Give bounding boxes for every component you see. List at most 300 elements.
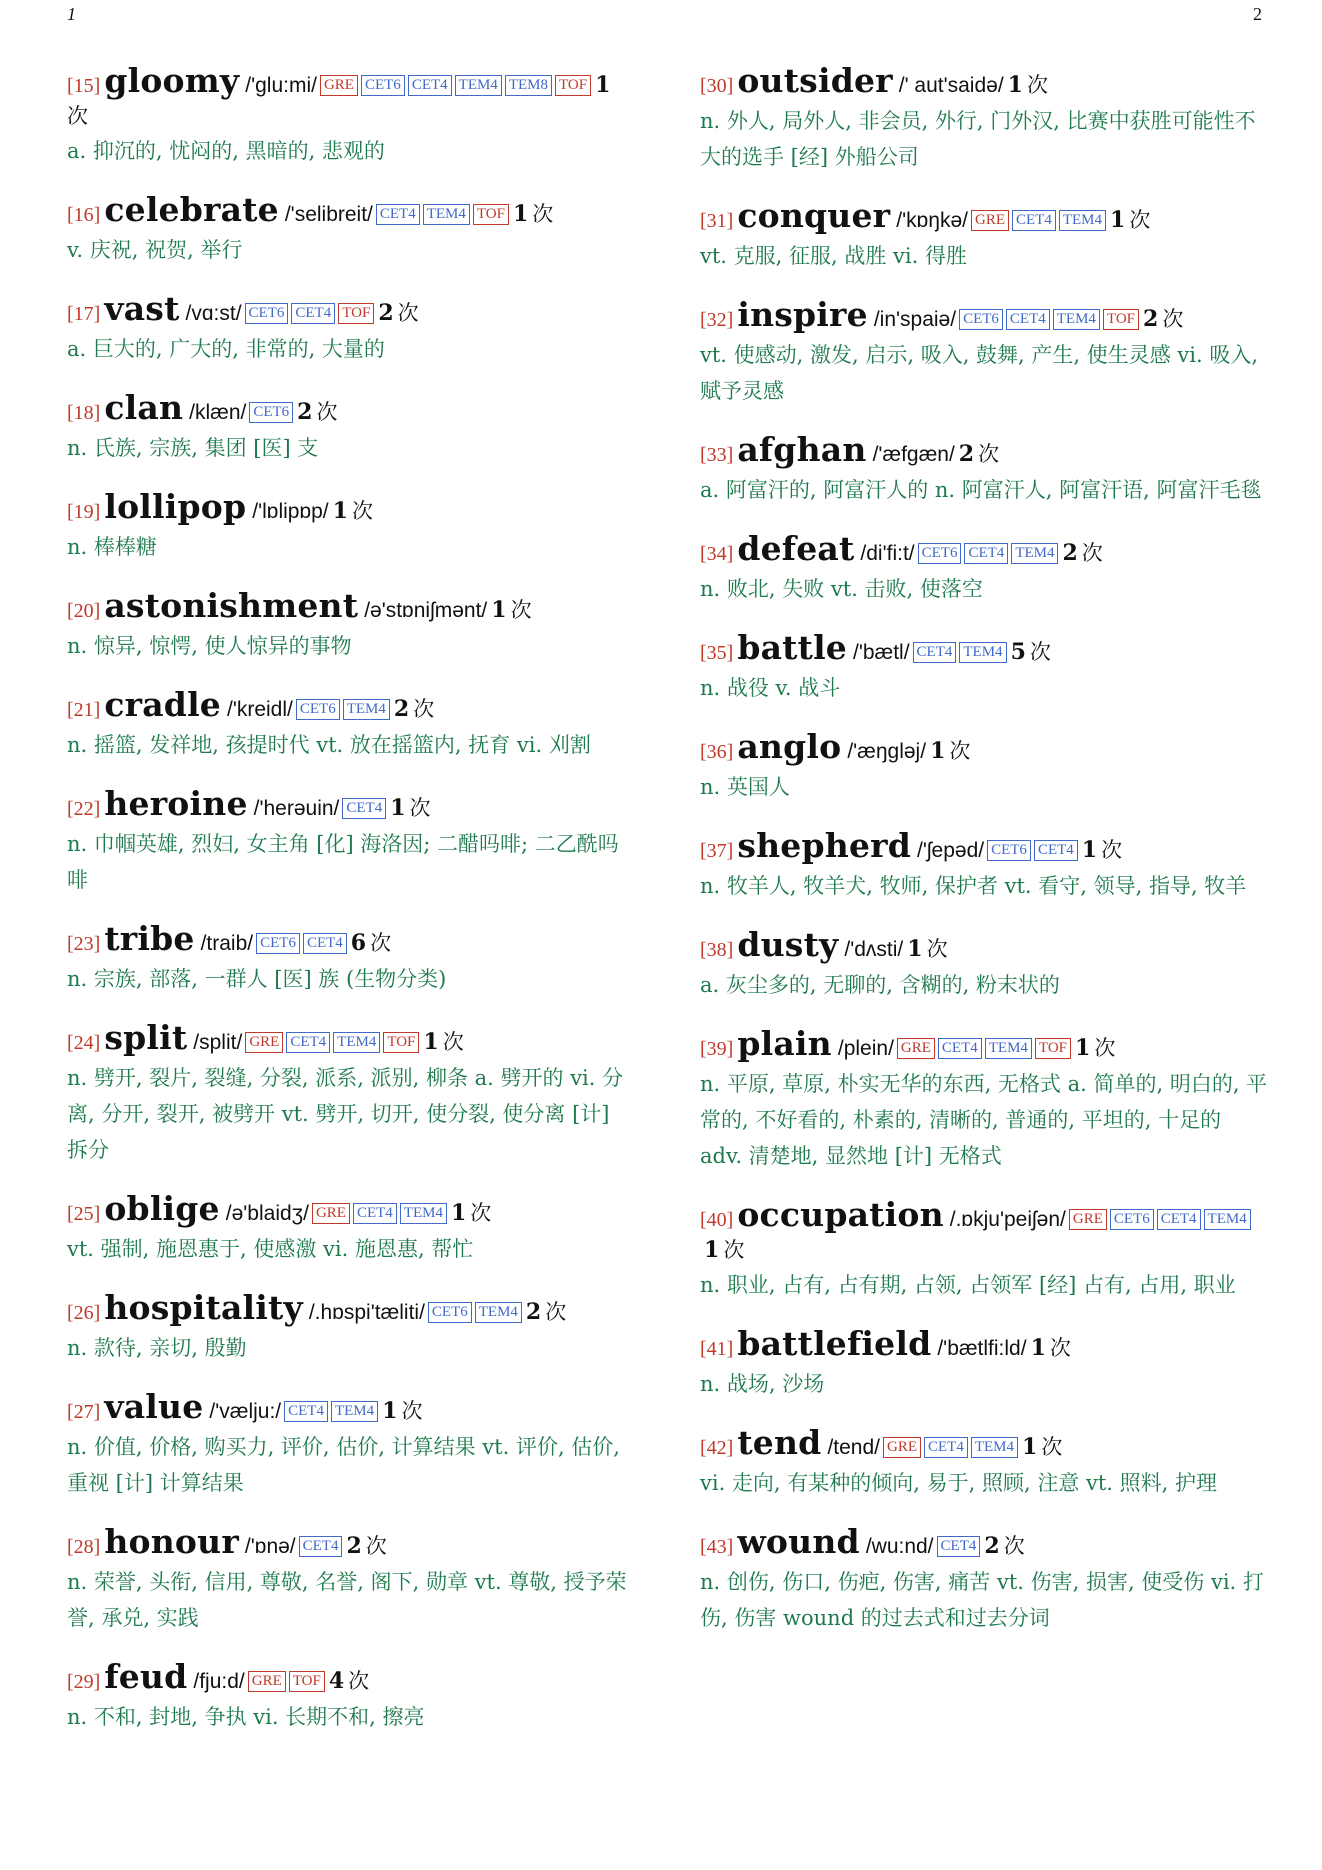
occurrence-count-number: 6 — [350, 930, 367, 956]
phonetic: /in'spaiə/ — [873, 308, 957, 331]
occurrence-count-unit: 次 — [926, 937, 948, 961]
definition: v. 庆祝, 祝贺, 举行 — [67, 238, 243, 262]
headword: lollipop — [104, 487, 247, 526]
phonetic: /'glu:mi/ — [245, 74, 317, 97]
page-number-left: 1 — [67, 4, 76, 24]
entry-index: [27] — [67, 1401, 101, 1423]
definition: n. 职业, 占有, 占有期, 占领, 占领军 [经] 占有, 占用, 职业 — [700, 1273, 1236, 1297]
definition: vt. 克服, 征服, 战胜 vi. 得胜 — [700, 244, 967, 268]
entry-index: [33] — [700, 444, 734, 466]
occurrence-count-number: 1 — [390, 795, 406, 821]
headword: dusty — [737, 925, 839, 964]
exam-tag-gre: GRE — [248, 1671, 286, 1692]
entry-index: [37] — [700, 840, 734, 862]
occurrence-count-number: 2 — [1143, 306, 1159, 332]
entry-headline — [700, 430, 1268, 470]
entry-index: [30] — [700, 75, 734, 97]
definition: n. 摇篮, 发祥地, 孩提时代 vt. 放在摇篮内, 抚育 vi. 刈割 — [67, 733, 591, 757]
occurrence-count — [907, 937, 947, 961]
entry-headline — [700, 1522, 1268, 1562]
entry-headline — [700, 1324, 1268, 1364]
headword: celebrate — [104, 190, 279, 229]
headword: wound — [737, 1522, 860, 1561]
phonetic: /'æfgæn/ — [872, 443, 955, 466]
occurrence-count-unit: 次 — [365, 1534, 387, 1558]
phonetic: /klæn/ — [189, 401, 247, 424]
dictionary-entry — [700, 925, 1268, 1003]
entry-index: [23] — [67, 933, 101, 955]
dictionary-entry — [700, 1024, 1268, 1174]
phonetic: /tend/ — [827, 1436, 880, 1459]
occurrence-count-unit: 次 — [470, 1201, 492, 1225]
exam-tag-gre: GRE — [320, 75, 358, 96]
entry-index: [22] — [67, 798, 101, 820]
exam-tag-tem4: TEM4 — [331, 1401, 378, 1422]
exam-tag-gre: GRE — [1069, 1209, 1107, 1230]
phonetic: /'herəuin/ — [253, 797, 340, 820]
headword: tend — [737, 1423, 822, 1462]
occurrence-count-unit: 次 — [370, 931, 392, 955]
entry-index: [15] — [67, 75, 101, 97]
exam-tag-cet6: CET6 — [428, 1302, 472, 1323]
occurrence-count-number: 1 — [595, 72, 611, 98]
headword: hospitality — [104, 1288, 303, 1327]
occurrence-count — [1011, 640, 1051, 664]
occurrence-count — [491, 598, 531, 622]
occurrence-count-number: 1 — [1081, 837, 1098, 863]
occurrence-count-number: 1 — [332, 498, 348, 524]
occurrence-count — [526, 1300, 566, 1324]
exam-tag-tof: TOF — [1035, 1038, 1071, 1059]
dictionary-entry — [700, 1195, 1268, 1303]
entry-index: [21] — [67, 699, 101, 721]
occurrence-count — [704, 1238, 744, 1262]
exam-tag-cet6: CET6 — [245, 303, 289, 324]
exam-tag-tof: TOF — [383, 1032, 419, 1053]
occurrence-count-unit: 次 — [1049, 1336, 1071, 1360]
exam-tag-cet4: CET4 — [299, 1536, 343, 1557]
phonetic: /.hɒspi'tæliti/ — [308, 1301, 425, 1324]
exam-tag-tem4: TEM4 — [333, 1032, 380, 1053]
entry-headline — [700, 196, 1268, 236]
headword: battlefield — [737, 1324, 932, 1363]
occurrence-count — [333, 499, 373, 523]
occurrence-count — [451, 1201, 491, 1225]
entry-index: [25] — [67, 1203, 101, 1225]
definition: n. 外人, 局外人, 非会员, 外行, 门外汉, 比赛中获胜可能性不大的选手 [经] 外船公司 — [700, 109, 1256, 169]
phonetic: /'lɒlipɒp/ — [252, 500, 329, 523]
occurrence-count — [329, 1669, 369, 1693]
occurrence-count — [1022, 1435, 1062, 1459]
occurrence-count — [423, 1030, 463, 1054]
occurrence-count-unit: 次 — [949, 739, 971, 763]
entry-index: [43] — [700, 1536, 734, 1558]
occurrence-count-unit: 次 — [1003, 1534, 1025, 1558]
definition: n. 战役 v. 战斗 — [700, 676, 841, 700]
entry-index: [39] — [700, 1038, 734, 1060]
occurrence-count — [351, 931, 391, 955]
definition: n. 氏族, 宗族, 集团 [医] 支 — [67, 436, 319, 460]
entry-headline — [700, 826, 1268, 866]
exam-tag-cet4: CET4 — [376, 204, 420, 225]
phonetic: /' aut'saidə/ — [898, 74, 1004, 97]
phonetic: /'ʃepəd/ — [917, 839, 985, 862]
entry-headline — [700, 925, 1268, 965]
headword: occupation — [737, 1195, 944, 1234]
phonetic: /fju:d/ — [193, 1670, 245, 1693]
entry-index: [16] — [67, 204, 101, 226]
headword: defeat — [737, 529, 855, 568]
phonetic: /'æŋgləj/ — [847, 740, 927, 763]
definition: n. 英国人 — [700, 775, 790, 799]
definition: n. 棒棒糖 — [67, 535, 157, 559]
exam-tag-tem4: TEM4 — [1204, 1209, 1251, 1230]
occurrence-count-unit: 次 — [316, 400, 338, 424]
definition: vt. 使感动, 激发, 启示, 吸入, 鼓舞, 产生, 使生灵感 vi. 吸入, 赋予灵感 — [700, 343, 1259, 403]
occurrence-count-unit: 次 — [351, 499, 373, 523]
phonetic: /split/ — [193, 1031, 243, 1054]
dictionary-entry — [67, 1522, 635, 1636]
exam-tag-tem4: TEM4 — [475, 1302, 522, 1323]
headword: inspire — [737, 295, 868, 334]
occurrence-count-unit: 次 — [409, 796, 431, 820]
entry-headline — [67, 586, 635, 626]
occurrence-count — [1143, 307, 1183, 331]
headword: gloomy — [104, 61, 240, 100]
occurrence-count-number: 2 — [984, 1533, 1000, 1559]
exam-tag-cet6: CET6 — [987, 840, 1031, 861]
exam-tag-tem4: TEM4 — [1053, 309, 1100, 330]
occurrence-count-number: 1 — [450, 1200, 467, 1226]
phonetic: /'selibreit/ — [284, 203, 373, 226]
definition: n. 价值, 价格, 购买力, 评价, 估价, 计算结果 vt. 评价, 估价, 重视 [计] 计算结果 — [67, 1435, 620, 1495]
occurrence-count-number: 1 — [512, 201, 529, 227]
occurrence-count — [378, 301, 418, 325]
entry-index: [31] — [700, 210, 734, 232]
occurrence-count-unit: 次 — [1026, 73, 1048, 97]
exam-tag-cet6: CET6 — [1110, 1209, 1154, 1230]
definition: n. 款待, 亲切, 殷勤 — [67, 1336, 247, 1360]
dictionary-entry — [67, 1189, 635, 1267]
occurrence-count — [1110, 208, 1150, 232]
dictionary-entry — [700, 826, 1268, 904]
entry-headline — [67, 487, 635, 527]
exam-tag-gre: GRE — [245, 1032, 283, 1053]
exam-tag-cet4: CET4 — [1012, 210, 1056, 231]
phonetic: /'vælju:/ — [209, 1400, 282, 1423]
entry-headline — [67, 784, 635, 824]
headword: battle — [737, 628, 848, 667]
headword: feud — [104, 1657, 188, 1696]
dictionary-entry — [700, 628, 1268, 706]
headword: vast — [104, 289, 180, 328]
exam-tag-cet6: CET6 — [361, 75, 405, 96]
definition: n. 败北, 失败 vt. 击败, 使落空 — [700, 577, 983, 601]
occurrence-count — [984, 1534, 1024, 1558]
occurrence-count-unit: 次 — [1129, 208, 1151, 232]
dictionary-entry — [700, 529, 1268, 607]
exam-tag-gre: GRE — [883, 1437, 921, 1458]
definition: a. 阿富汗的, 阿富汗人的 n. 阿富汗人, 阿富汗语, 阿富汗毛毯 — [700, 478, 1262, 502]
page-number-right: 2 — [1253, 4, 1262, 24]
exam-tag-cet4: CET4 — [303, 933, 347, 954]
dictionary-entry — [67, 487, 635, 565]
occurrence-count-number: 1 — [704, 1237, 720, 1263]
headword: tribe — [104, 919, 195, 958]
left-column — [67, 61, 635, 1761]
entry-headline — [67, 289, 635, 329]
occurrence-count-unit: 次 — [723, 1238, 745, 1262]
occurrence-count — [959, 442, 999, 466]
occurrence-count-number: 1 — [423, 1029, 439, 1055]
entry-headline — [700, 727, 1268, 767]
headword: shepherd — [737, 826, 912, 865]
exam-tag-cet4: CET4 — [964, 543, 1008, 564]
headword: astonishment — [104, 586, 359, 625]
phonetic: /wu:nd/ — [865, 1535, 934, 1558]
occurrence-count-number: 1 — [1110, 207, 1126, 233]
occurrence-count-number: 4 — [328, 1668, 345, 1694]
occurrence-count-unit: 次 — [1101, 838, 1123, 862]
exam-tag-cet4: CET4 — [291, 303, 335, 324]
entry-headline — [67, 190, 635, 230]
entry-index: [42] — [700, 1437, 734, 1459]
occurrence-count-number: 2 — [1062, 540, 1078, 566]
phonetic: /'bætl/ — [853, 641, 910, 664]
definition: a. 灰尘多的, 无聊的, 含糊的, 粉末状的 — [700, 973, 1060, 997]
definition: vt. 强制, 施恩惠于, 使感激 vi. 施恩惠, 帮忙 — [67, 1237, 474, 1261]
headword: outsider — [737, 61, 893, 100]
dictionary-entry — [67, 61, 635, 169]
exam-tag-cet4: CET4 — [342, 798, 386, 819]
entry-headline — [67, 1387, 635, 1427]
phonetic: /plein/ — [837, 1037, 894, 1060]
exam-tag-tem4: TEM4 — [985, 1038, 1032, 1059]
entry-headline — [67, 61, 635, 131]
definition: n. 荣誉, 头衔, 信用, 尊敬, 名誉, 阁下, 勋章 vt. 尊敬, 授予荣誉, 承兑, 实践 — [67, 1570, 627, 1630]
exam-tag-cet4: CET4 — [1157, 1209, 1201, 1230]
entry-headline — [700, 628, 1268, 668]
occurrence-count-number: 1 — [491, 597, 507, 623]
phonetic: /ə'stɒniʃmənt/ — [364, 599, 488, 622]
right-column — [700, 61, 1268, 1662]
occurrence-count-unit: 次 — [1094, 1036, 1116, 1060]
entry-headline — [67, 1018, 635, 1058]
definition: n. 巾帼英雄, 烈妇, 女主角 [化] 海洛因; 二醋吗啡; 二乙酰吗啡 — [67, 832, 619, 892]
dictionary-entry — [67, 919, 635, 997]
occurrence-count-unit: 次 — [67, 104, 88, 128]
entry-index: [28] — [67, 1536, 101, 1558]
exam-tag-tof: TOF — [289, 1671, 325, 1692]
headword: heroine — [104, 784, 248, 823]
headword: afghan — [737, 430, 867, 469]
headword: plain — [737, 1024, 832, 1063]
occurrence-count — [390, 796, 430, 820]
exam-tag-tof: TOF — [555, 75, 591, 96]
dictionary-entry — [67, 685, 635, 763]
entry-index: [34] — [700, 543, 734, 565]
exam-tag-tem4: TEM4 — [455, 75, 502, 96]
occurrence-count-unit: 次 — [1029, 640, 1051, 664]
entry-headline — [67, 919, 635, 959]
occurrence-count-unit: 次 — [1162, 307, 1184, 331]
headword: split — [104, 1018, 188, 1057]
occurrence-count — [1075, 1036, 1115, 1060]
exam-tag-tem4: TEM4 — [423, 204, 470, 225]
dictionary-entry — [700, 1522, 1268, 1636]
occurrence-count-number: 2 — [525, 1299, 542, 1325]
exam-tag-cet4: CET4 — [1006, 309, 1050, 330]
occurrence-count-unit: 次 — [397, 301, 419, 325]
entry-headline — [67, 1288, 635, 1328]
entry-index: [19] — [67, 501, 101, 523]
phonetic: /di'fi:t/ — [860, 542, 915, 565]
headword: oblige — [104, 1189, 220, 1228]
definition: n. 不和, 封地, 争执 vi. 长期不和, 擦亮 — [67, 1705, 425, 1729]
phonetic: /'dʌsti/ — [844, 938, 904, 961]
headword: value — [104, 1387, 204, 1426]
dictionary-entry — [67, 1288, 635, 1366]
exam-tag-gre: GRE — [897, 1038, 935, 1059]
headword: honour — [104, 1522, 239, 1561]
headword: anglo — [737, 727, 842, 766]
definition: n. 创伤, 伤口, 伤疤, 伤害, 痛苦 vt. 伤害, 损害, 使受伤 vi. 打伤, 伤害 wound 的过去式和过去分词 — [700, 1570, 1264, 1630]
occurrence-count-number: 2 — [393, 696, 410, 722]
occurrence-count-number: 2 — [346, 1533, 362, 1559]
entry-headline — [700, 1195, 1268, 1265]
dictionary-entry — [67, 784, 635, 898]
phonetic: /'bætlfi:ld/ — [937, 1337, 1027, 1360]
occurrence-count-number: 1 — [907, 936, 923, 962]
definition: a. 巨大的, 广大的, 非常的, 大量的 — [67, 337, 385, 361]
occurrence-count-unit: 次 — [348, 1669, 370, 1693]
dictionary-entry — [67, 586, 635, 664]
phonetic: /ə'blaidʒ/ — [225, 1202, 309, 1225]
occurrence-count — [1062, 541, 1102, 565]
occurrence-count-number: 2 — [958, 441, 975, 467]
dictionary-entry — [700, 430, 1268, 508]
exam-tag-tem4: TEM4 — [400, 1203, 447, 1224]
entry-index: [17] — [67, 303, 101, 325]
definition: n. 平原, 草原, 朴实无华的东西, 无格式 a. 简单的, 明白的, 平常的, 不好看的, 朴素的, 清晰的, 普通的, 平坦的, 十足的 adv. 清楚地, 显然地 [计] 无格式 — [700, 1072, 1268, 1168]
headword: clan — [104, 388, 184, 427]
occurrence-count — [1082, 838, 1122, 862]
occurrence-count-unit: 次 — [545, 1300, 567, 1324]
definition: vi. 走向, 有某种的倾向, 易于, 照顾, 注意 vt. 照料, 护理 — [700, 1471, 1218, 1495]
entry-headline — [700, 1423, 1268, 1463]
occurrence-count — [513, 202, 553, 226]
exam-tag-cet4: CET4 — [938, 1038, 982, 1059]
dictionary-entry — [700, 727, 1268, 805]
entry-headline — [700, 61, 1268, 101]
entry-index: [32] — [700, 309, 734, 331]
exam-tag-cet6: CET6 — [256, 933, 300, 954]
occurrence-count-unit: 次 — [1041, 1435, 1063, 1459]
dictionary-entry — [67, 1018, 635, 1168]
phonetic: /traib/ — [200, 932, 254, 955]
definition: n. 宗族, 部落, 一群人 [医] 族 (生物分类) — [67, 967, 447, 991]
exam-tag-tem4: TEM4 — [1011, 543, 1058, 564]
entry-index: [24] — [67, 1032, 101, 1054]
exam-tag-cet4: CET4 — [353, 1203, 397, 1224]
exam-tag-cet4: CET4 — [284, 1401, 328, 1422]
entry-headline — [67, 1522, 635, 1562]
entry-headline — [700, 1024, 1268, 1064]
exam-tag-gre: GRE — [312, 1203, 350, 1224]
exam-tag-cet4: CET4 — [286, 1032, 330, 1053]
occurrence-count — [394, 697, 434, 721]
entry-headline — [67, 388, 635, 428]
occurrence-count-unit: 次 — [413, 697, 435, 721]
exam-tag-cet4: CET4 — [937, 1536, 981, 1557]
exam-tag-cet6: CET6 — [918, 543, 962, 564]
occurrence-count — [1031, 1336, 1071, 1360]
occurrence-count-number: 1 — [382, 1398, 398, 1424]
occurrence-count-number: 2 — [297, 399, 313, 425]
entry-headline — [700, 529, 1268, 569]
exam-tag-cet6: CET6 — [959, 309, 1003, 330]
occurrence-count-number: 1 — [1007, 72, 1023, 98]
dictionary-entry — [700, 1423, 1268, 1501]
exam-tag-tem4: TEM4 — [959, 642, 1006, 663]
entry-headline — [67, 1657, 635, 1697]
exam-tag-cet4: CET4 — [408, 75, 452, 96]
exam-tag-tof: TOF — [338, 303, 374, 324]
exam-tag-cet4: CET4 — [924, 1437, 968, 1458]
entry-headline — [67, 1189, 635, 1229]
entry-headline — [67, 685, 635, 725]
entry-index: [26] — [67, 1302, 101, 1324]
occurrence-count-number: 1 — [1030, 1335, 1046, 1361]
exam-tag-cet4: CET4 — [1034, 840, 1078, 861]
occurrence-count-number: 5 — [1010, 639, 1026, 665]
exam-tag-cet4: CET4 — [913, 642, 957, 663]
occurrence-count-unit: 次 — [978, 442, 1000, 466]
occurrence-count — [930, 739, 970, 763]
exam-tag-tof: TOF — [1103, 309, 1139, 330]
phonetic: /.ɒkju'peiʃən/ — [949, 1208, 1066, 1231]
dictionary-entry — [700, 61, 1268, 175]
definition: n. 惊异, 惊愕, 使人惊异的事物 — [67, 634, 352, 658]
exam-tag-tem4: TEM4 — [343, 699, 390, 720]
entry-index: [35] — [700, 642, 734, 664]
occurrence-count — [297, 400, 337, 424]
entry-index: [29] — [67, 1671, 101, 1693]
phonetic: /'ɒnə/ — [244, 1535, 296, 1558]
dictionary-entry — [67, 1387, 635, 1501]
entry-index: [40] — [700, 1209, 734, 1231]
entry-index: [20] — [67, 600, 101, 622]
occurrence-count-unit: 次 — [1081, 541, 1103, 565]
occurrence-count-unit: 次 — [442, 1030, 464, 1054]
dictionary-entry — [700, 1324, 1268, 1402]
headword: conquer — [737, 196, 891, 235]
entry-index: [41] — [700, 1338, 734, 1360]
phonetic: /vɑ:st/ — [185, 302, 242, 325]
exam-tag-cet6: CET6 — [249, 402, 293, 423]
exam-tag-tem4: TEM4 — [1059, 210, 1106, 231]
definition: a. 抑沉的, 忧闷的, 黑暗的, 悲观的 — [67, 139, 385, 163]
dictionary-entry — [67, 289, 635, 367]
occurrence-count — [346, 1534, 386, 1558]
definition: n. 战场, 沙场 — [700, 1372, 825, 1396]
phonetic: /'kreidl/ — [227, 698, 293, 721]
occurrence-count-unit: 次 — [401, 1399, 423, 1423]
dictionary-entry — [67, 190, 635, 268]
occurrence-count — [1008, 73, 1048, 97]
occurrence-count — [382, 1399, 422, 1423]
dictionary-entry — [67, 388, 635, 466]
